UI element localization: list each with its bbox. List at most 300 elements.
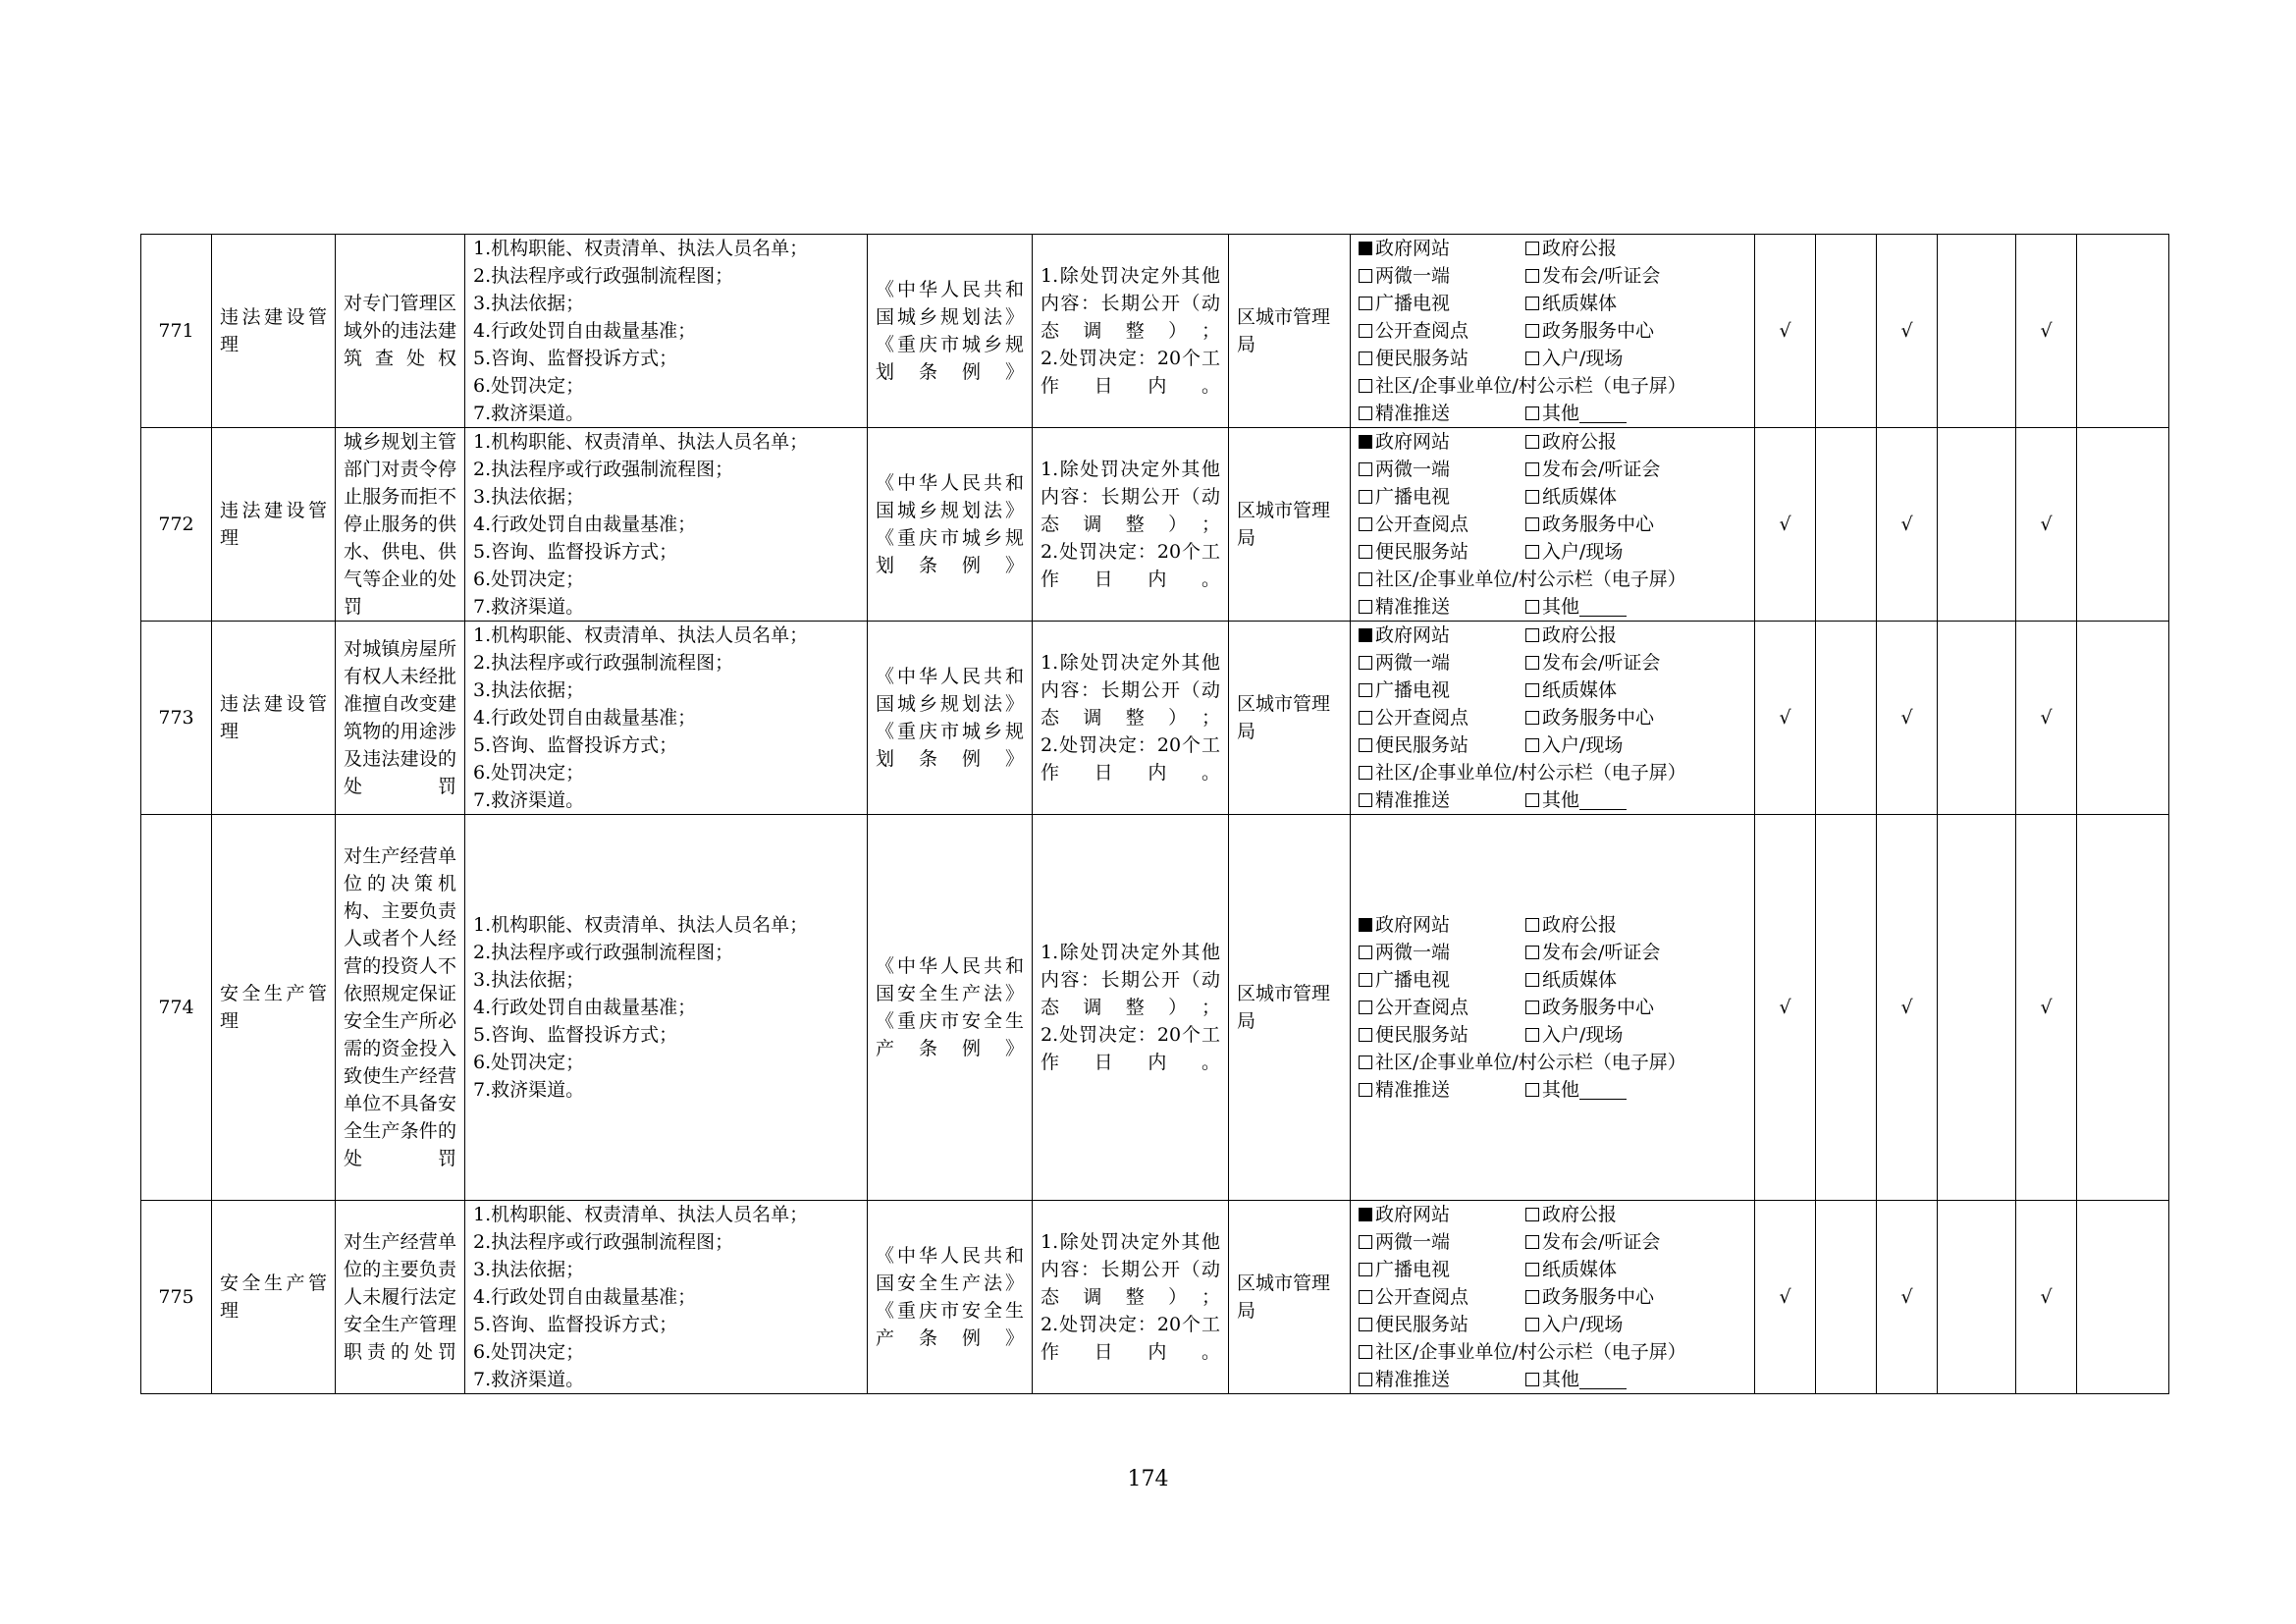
timing-line: 1.除处罚决定外其他内容：长期公开（动态调整）； [1041,1231,1220,1308]
checked-box-icon[interactable] [1359,628,1372,642]
checked-box-icon[interactable] [1359,435,1372,449]
checkbox-icon[interactable] [1359,946,1372,959]
checkbox-icon[interactable] [1525,1290,1539,1304]
checkbox-icon[interactable] [1525,711,1539,725]
channel-label: 社区/企事业单位/村公示栏（电子屏） [1375,1052,1686,1073]
checkbox-icon[interactable] [1359,683,1372,697]
channel-option[interactable] [1525,428,1692,456]
channel-label: 发布会/听证会 [1542,1231,1661,1253]
channel-label: 政府公报 [1542,431,1618,453]
timing-cell [1033,235,1229,428]
channel-label: 其他 [1542,1369,1580,1390]
channel-options [1359,911,1746,1104]
channel-option[interactable] [1525,966,1692,994]
check-cell [1816,815,1877,1201]
checkbox-icon[interactable] [1359,1290,1372,1304]
blank-line [1579,1371,1627,1389]
channel-option[interactable] [1359,1311,1525,1338]
content-line: 2.执法程序或行政强制流程图； [473,652,734,674]
channel-option[interactable] [1359,593,1525,621]
check-cell: √ [1877,235,1938,428]
checkbox-icon[interactable] [1359,462,1372,476]
channel-option[interactable] [1525,1366,1692,1393]
checkbox-icon[interactable] [1525,1001,1539,1014]
channel-label: 政府网站 [1375,238,1451,259]
content-line: 6.处罚决定； [473,375,585,397]
channel-option[interactable] [1359,939,1525,966]
checkbox-icon[interactable] [1359,973,1372,987]
channel-option[interactable] [1525,1076,1692,1104]
content-line: 5.咨询、监督投诉方式； [473,541,678,563]
checkbox-icon[interactable] [1525,269,1539,283]
channel-option[interactable] [1359,677,1525,704]
channel-label: 两微一端 [1375,265,1451,287]
check-cell [1816,235,1877,428]
checked-box-icon[interactable] [1359,1208,1372,1221]
checkbox-icon[interactable] [1359,572,1372,586]
channel-option[interactable] [1525,704,1692,731]
channel-label: 政府网站 [1375,431,1451,453]
check-cell [2077,622,2169,815]
table-row [141,815,2169,1201]
timing-line: 2.处罚决定：20个工作日内。 [1041,541,1220,590]
channel-label: 广播电视 [1375,1259,1451,1280]
channel-option[interactable] [1359,966,1525,994]
timing-line: 1.除处罚决定外其他内容：长期公开（动态调整）； [1041,459,1220,535]
content-line: 3.执法依据； [473,679,585,701]
check-cell: √ [1877,622,1938,815]
row-number: 775 [141,1201,212,1394]
channel-option[interactable] [1359,622,1525,649]
check-cell: √ [1877,428,1938,622]
timing-cell [1033,622,1229,815]
check-cell: √ [1755,815,1816,1201]
channel-option[interactable] [1525,400,1692,427]
checkbox-icon[interactable] [1525,1208,1539,1221]
channel-options [1359,235,1746,427]
timing-line: 2.处罚决定：20个工作日内。 [1041,734,1220,784]
channel-label: 政府网站 [1375,914,1451,936]
content-line: 6.处罚决定； [473,1052,585,1073]
content-line: 4.行政处罚自由裁量基准； [473,1286,697,1308]
channel-label: 纸质媒体 [1542,293,1618,314]
check-cell [1816,1201,1877,1394]
checkbox-icon[interactable] [1359,766,1372,780]
channel-label: 公开查阅点 [1375,514,1469,535]
content-line: 1.机构职能、权责清单、执法人员名单； [473,1204,809,1225]
channel-option[interactable] [1525,1021,1692,1049]
checkbox-icon[interactable] [1359,1028,1372,1042]
basis-cell: 《中华人民共和国城乡规划法》《重庆市城乡规划条例》 [868,622,1033,815]
content-line: 5.咨询、监督投诉方式； [473,734,678,756]
table-row [141,1201,2169,1394]
content-line: 5.咨询、监督投诉方式； [473,1314,678,1335]
channel-label: 便民服务站 [1375,734,1469,756]
check-cell [1938,1201,2016,1394]
disclosure-table [140,234,2169,1394]
channel-label: 两微一端 [1375,1231,1451,1253]
channel-option[interactable] [1525,994,1692,1021]
channel-label: 广播电视 [1375,969,1451,991]
item-cell: 对生产经营单位的主要负责人未履行法定安全生产管理职责的处罚 [336,1201,465,1394]
channel-option[interactable] [1359,704,1525,731]
channel-label: 便民服务站 [1375,541,1469,563]
row-number: 771 [141,235,212,428]
channel-option[interactable] [1359,538,1525,566]
channel-label: 其他 [1542,596,1580,618]
checkbox-icon[interactable] [1359,490,1372,504]
content-line: 7.救济渠道。 [473,1369,585,1390]
channel-option[interactable] [1359,372,1692,400]
channel-option[interactable] [1359,511,1525,538]
channel-option[interactable] [1359,262,1525,290]
checkbox-icon[interactable] [1525,1028,1539,1042]
check-cell: √ [1877,1201,1938,1394]
channel-label: 广播电视 [1375,679,1451,701]
channel-option[interactable] [1359,345,1525,372]
content-line: 6.处罚决定； [473,762,585,784]
channel-option[interactable] [1525,290,1692,317]
basis-cell: 《中华人民共和国城乡规划法》《重庆市城乡规划条例》 [868,428,1033,622]
channel-label: 其他 [1542,1079,1580,1101]
agency-cell: 区城市管理局 [1229,815,1351,1201]
channel-option[interactable] [1525,317,1692,345]
check-cell: √ [1877,815,1938,1201]
channel-option[interactable] [1359,1283,1525,1311]
channel-option[interactable] [1359,317,1525,345]
channel-option[interactable] [1525,1228,1692,1256]
channel-label: 公开查阅点 [1375,1286,1469,1308]
item-cell: 对城镇房屋所有权人未经批准擅自改变建筑物的用途涉及违法建设的处罚 [336,622,465,815]
checkbox-icon[interactable] [1525,490,1539,504]
item-cell: 对生产经营单位的决策机构、主要负责人或者个人经营的投资人不依照规定保证安全生产所必需的资金投入致使生产经营单位不具备安全生产条件的处罚 [336,815,465,1201]
checkbox-icon[interactable] [1525,1235,1539,1249]
content-cell [465,815,868,1201]
channel-option[interactable] [1525,345,1692,372]
channel-label: 政府公报 [1542,1204,1618,1225]
channel-option[interactable] [1525,456,1692,483]
channel-option[interactable] [1525,786,1692,814]
checkbox-icon[interactable] [1525,946,1539,959]
channel-option[interactable] [1359,235,1525,262]
channel-option[interactable] [1359,1021,1525,1049]
content-line: 4.行政处罚自由裁量基准； [473,320,697,342]
channel-option[interactable] [1525,593,1692,621]
checkbox-icon[interactable] [1359,324,1372,338]
timing-line: 2.处罚决定：20个工作日内。 [1041,1314,1220,1363]
checkbox-icon[interactable] [1525,1083,1539,1097]
channel-label: 纸质媒体 [1542,679,1618,701]
checkbox-icon[interactable] [1525,683,1539,697]
timing-line: 1.除处罚决定外其他内容：长期公开（动态调整）； [1041,942,1220,1018]
channel-label: 政府网站 [1375,1204,1451,1225]
checkbox-icon[interactable] [1359,352,1372,365]
channel-label: 发布会/听证会 [1542,265,1661,287]
checkbox-icon[interactable] [1525,462,1539,476]
channel-option[interactable] [1525,511,1692,538]
channel-label: 纸质媒体 [1542,486,1618,508]
channel-label: 入户/现场 [1542,1024,1624,1046]
timing-line: 1.除处罚决定外其他内容：长期公开（动态调整）； [1041,265,1220,342]
checkbox-icon[interactable] [1525,297,1539,310]
checkbox-icon[interactable] [1359,379,1372,393]
channel-option[interactable] [1525,677,1692,704]
item-cell: 城乡规划主管部门对责令停止服务而拒不停止服务的供水、供电、供气等企业的处罚 [336,428,465,622]
content-line: 3.执法依据； [473,486,585,508]
check-cell [2077,428,2169,622]
checked-box-icon[interactable] [1359,918,1372,932]
checkbox-icon[interactable] [1359,1263,1372,1276]
channel-options [1359,428,1746,621]
timing-line: 1.除处罚决定外其他内容：长期公开（动态调整）； [1041,652,1220,729]
channel-option[interactable] [1359,456,1525,483]
channel-option[interactable] [1525,1311,1692,1338]
checkbox-icon[interactable] [1359,1001,1372,1014]
channel-label: 发布会/听证会 [1542,652,1661,674]
channel-option[interactable] [1359,1338,1692,1366]
content-line: 7.救济渠道。 [473,1079,585,1101]
channel-option[interactable] [1359,290,1525,317]
content-line: 4.行政处罚自由裁量基准； [473,514,697,535]
channel-option[interactable] [1525,235,1692,262]
channel-option[interactable] [1525,1283,1692,1311]
check-cell [1816,622,1877,815]
check-cell [1938,622,2016,815]
checkbox-icon[interactable] [1359,1056,1372,1069]
checkbox-icon[interactable] [1359,545,1372,559]
channel-option[interactable] [1359,1201,1525,1228]
channel-option[interactable] [1525,939,1692,966]
check-cell: √ [2016,1201,2077,1394]
category-cell: 安全生产管理 [212,815,336,1201]
channel-label: 两微一端 [1375,652,1451,674]
checkbox-icon[interactable] [1525,973,1539,987]
content-cell [465,235,868,428]
check-cell: √ [2016,622,2077,815]
agency-cell: 区城市管理局 [1229,235,1351,428]
basis-cell: 《中华人民共和国安全生产法》《重庆市安全生产条例》 [868,815,1033,1201]
channel-option[interactable] [1525,731,1692,759]
content-line: 1.机构职能、权责清单、执法人员名单； [473,914,809,936]
checkbox-icon[interactable] [1359,269,1372,283]
checkbox-icon[interactable] [1525,628,1539,642]
checkbox-icon[interactable] [1359,517,1372,531]
check-cell: √ [2016,235,2077,428]
checkbox-icon[interactable] [1525,517,1539,531]
checkbox-icon[interactable] [1525,1373,1539,1386]
channel-label: 政务服务中心 [1542,707,1655,729]
checkbox-icon[interactable] [1525,918,1539,932]
channel-option[interactable] [1359,483,1525,511]
item-cell: 对专门管理区域外的违法建筑查处权 [336,235,465,428]
check-cell [1938,815,2016,1201]
channel-option[interactable] [1359,649,1525,677]
blank-line [1579,598,1627,617]
channel-option[interactable] [1359,1049,1692,1076]
checkbox-icon[interactable] [1525,656,1539,670]
checkbox-icon[interactable] [1525,600,1539,614]
checkbox-icon[interactable] [1359,1345,1372,1359]
table-row [141,428,2169,622]
channel-option[interactable] [1359,1366,1525,1393]
channel-label: 社区/企事业单位/村公示栏（电子屏） [1375,375,1686,397]
channel-label: 便民服务站 [1375,348,1469,369]
channel-option[interactable] [1359,428,1525,456]
channel-label: 精准推送 [1375,789,1451,811]
checkbox-icon[interactable] [1525,1318,1539,1331]
channel-option[interactable] [1359,400,1525,427]
check-cell: √ [1755,428,1816,622]
table-row [141,235,2169,428]
checkbox-icon[interactable] [1525,324,1539,338]
timing-cell [1033,428,1229,622]
timing-line: 2.处罚决定：20个工作日内。 [1041,1024,1220,1073]
channel-option[interactable] [1359,911,1525,939]
checkbox-icon[interactable] [1525,545,1539,559]
category-cell: 安全生产管理 [212,1201,336,1394]
channel-cell [1351,1201,1755,1394]
channel-label: 广播电视 [1375,293,1451,314]
content-cell [465,428,868,622]
row-number: 773 [141,622,212,815]
channel-label: 政务服务中心 [1542,997,1655,1018]
channel-label: 政府公报 [1542,624,1618,646]
blank-line [1579,1081,1627,1100]
channel-label: 社区/企事业单位/村公示栏（电子屏） [1375,762,1686,784]
channel-option[interactable] [1359,994,1525,1021]
content-line: 5.咨询、监督投诉方式； [473,1024,678,1046]
checkbox-icon[interactable] [1525,738,1539,752]
content-cell [465,1201,868,1394]
category-cell: 违法建设管理 [212,428,336,622]
agency-cell: 区城市管理局 [1229,622,1351,815]
checkbox-icon[interactable] [1359,793,1372,807]
content-line: 3.执法依据； [473,1259,585,1280]
channel-option[interactable] [1525,538,1692,566]
content-line: 6.处罚决定； [473,1341,585,1363]
checkbox-icon[interactable] [1359,656,1372,670]
row-number: 772 [141,428,212,622]
content-line: 3.执法依据； [473,969,585,991]
channel-label: 政务服务中心 [1542,320,1655,342]
channel-cell [1351,235,1755,428]
content-line: 2.执法程序或行政强制流程图； [473,1231,734,1253]
channel-label: 社区/企事业单位/村公示栏（电子屏） [1375,568,1686,590]
channel-label: 政务服务中心 [1542,1286,1655,1308]
checkbox-icon[interactable] [1525,435,1539,449]
channel-label: 其他 [1542,789,1580,811]
channel-label: 政府公报 [1542,238,1618,259]
channel-label: 发布会/听证会 [1542,459,1661,480]
channel-label: 纸质媒体 [1542,969,1618,991]
channel-cell [1351,622,1755,815]
channel-label: 精准推送 [1375,1079,1451,1101]
channel-label: 两微一端 [1375,459,1451,480]
channel-option[interactable] [1525,911,1692,939]
content-line: 7.救济渠道。 [473,789,585,811]
timing-cell [1033,1201,1229,1394]
channel-option[interactable] [1359,759,1692,786]
channel-option[interactable] [1359,566,1692,593]
channel-label: 便民服务站 [1375,1024,1469,1046]
channel-option[interactable] [1359,786,1525,814]
basis-cell: 《中华人民共和国城乡规划法》《重庆市城乡规划条例》 [868,235,1033,428]
content-line: 6.处罚决定； [473,568,585,590]
channel-option[interactable] [1359,1076,1525,1104]
category-cell: 违法建设管理 [212,622,336,815]
channel-label: 发布会/听证会 [1542,942,1661,963]
checkbox-icon[interactable] [1525,242,1539,255]
channel-label: 公开查阅点 [1375,997,1469,1018]
content-line: 5.咨询、监督投诉方式； [473,348,678,369]
checkbox-icon[interactable] [1525,406,1539,420]
channel-option[interactable] [1359,1256,1525,1283]
check-cell [1938,428,2016,622]
channel-cell [1351,428,1755,622]
category-cell: 违法建设管理 [212,235,336,428]
channel-option[interactable] [1525,649,1692,677]
channel-option[interactable] [1525,483,1692,511]
content-line: 4.行政处罚自由裁量基准； [473,997,697,1018]
checkbox-icon[interactable] [1359,738,1372,752]
content-line: 1.机构职能、权责清单、执法人员名单； [473,431,809,453]
channel-option[interactable] [1525,1201,1692,1228]
content-line: 7.救济渠道。 [473,403,585,424]
channel-option[interactable] [1525,1256,1692,1283]
check-cell: √ [2016,428,2077,622]
check-cell: √ [2016,815,2077,1201]
checkbox-icon[interactable] [1525,793,1539,807]
checkbox-icon[interactable] [1359,711,1372,725]
check-cell [2077,1201,2169,1394]
channel-options [1359,1201,1746,1393]
channel-label: 公开查阅点 [1375,320,1469,342]
channel-label: 精准推送 [1375,1369,1451,1390]
content-line: 1.机构职能、权责清单、执法人员名单； [473,624,809,646]
blank-line [1579,405,1627,423]
table-row [141,622,2169,815]
channel-label: 政府公报 [1542,914,1618,936]
agency-cell: 区城市管理局 [1229,428,1351,622]
checkbox-icon[interactable] [1359,1318,1372,1331]
content-cell [465,622,868,815]
channel-label: 入户/现场 [1542,541,1624,563]
channel-cell [1351,815,1755,1201]
channel-label: 精准推送 [1375,403,1451,424]
checkbox-icon[interactable] [1359,600,1372,614]
channel-option[interactable] [1525,622,1692,649]
channel-option[interactable] [1359,1228,1525,1256]
channel-option[interactable] [1525,262,1692,290]
checkbox-icon[interactable] [1525,352,1539,365]
check-cell: √ [1755,622,1816,815]
content-line: 2.执法程序或行政强制流程图； [473,942,734,963]
timing-line: 2.处罚决定：20个工作日内。 [1041,348,1220,397]
checkbox-icon[interactable] [1359,406,1372,420]
checkbox-icon[interactable] [1359,1373,1372,1386]
timing-cell [1033,815,1229,1201]
channel-option[interactable] [1359,731,1525,759]
channel-label: 广播电视 [1375,486,1451,508]
checkbox-icon[interactable] [1359,1083,1372,1097]
channel-label: 社区/企事业单位/村公示栏（电子屏） [1375,1341,1686,1363]
checkbox-icon[interactable] [1525,1263,1539,1276]
checkbox-icon[interactable] [1359,297,1372,310]
checkbox-icon[interactable] [1359,1235,1372,1249]
content-line: 4.行政处罚自由裁量基准； [473,707,697,729]
checked-box-icon[interactable] [1359,242,1372,255]
content-line: 2.执法程序或行政强制流程图； [473,265,734,287]
